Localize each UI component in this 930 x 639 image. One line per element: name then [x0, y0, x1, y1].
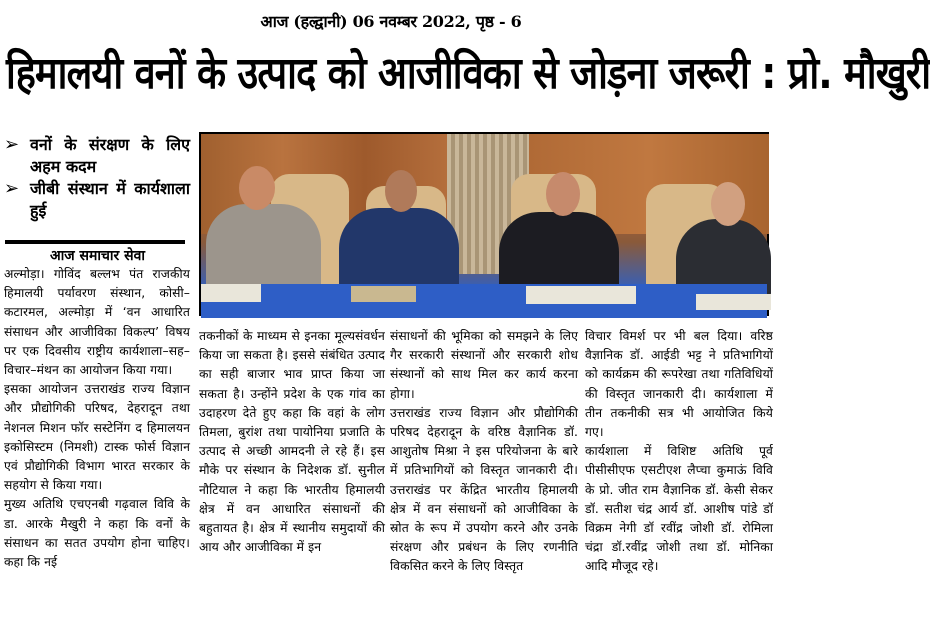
person: [339, 208, 459, 294]
paragraph: इसका आयोजन उत्तराखंड राज्य विज्ञान और प्रौद्योगिकी परिषद, देहरादून तथा नेशनल मिशन फॉर सस्टेनिंग द हिमालयन इकोसिस्टम (निमशी) टास्क फोर्स विज्ञान एवं प्रौद्योगिकी विभाग भारत सरकार के सहयोग से किया गया।: [4, 382, 190, 493]
highlight-item: [4, 134, 190, 178]
person-head: [546, 172, 580, 216]
arrow-bullet-icon: ➢: [4, 178, 20, 199]
person: [499, 212, 619, 294]
document: [696, 294, 771, 310]
paragraph: मुख्य अतिथि एचएनबी गढ़वाल विवि के डा. आरके मैखुरी ने कहा कि वनों के संसाधन का सतत उपयोग होना चाहिए। कहा कि नई: [4, 497, 190, 570]
arrow-bullet-icon: ➢: [4, 134, 20, 155]
headline: हिमालयी वनों के उत्पाद को आजीविका से जोड़ना जरूरी : प्रो. मौखुरी: [6, 48, 930, 99]
paragraph: संसाधनों की भूमिका को समझने के लिए गैर सरकारी संस्थानों और सरकारी शोध संस्थानों को साथ मिल कर कार्य करना होगा।: [390, 329, 578, 401]
person-head: [711, 182, 745, 226]
byline: आज समाचार सेवा: [49, 248, 146, 264]
article-column-4: [585, 327, 773, 577]
paragraph: उत्तराखंड राज्य विज्ञान और प्रौद्योगिकी परिषद देहरादून के वरिष्ठ वैज्ञानिक डॉ. आशुतोष मिश्रा ने इस परियोजना के बारे में प्रतिभागियों को विस्तृत जानकारी दी। उत्तराखंड पर केंद्रित भारतीय हिमालयी क्षेत्र में वन संसाधनों को आजीविका के स्रोत के रूप में उपयोग करने और उनके संरक्षण और प्रबंधन के लिए रणनीति विकसित करने के लिए विस्तृत: [390, 405, 578, 574]
paragraph: विचार विमर्श पर भी बल दिया। वरिष्ठ वैज्ञानिक डॉ. आईडी भट्ट ने प्रतिभागियों को कार्यक्रम की रूपरेखा तथा गतिविधियों की विस्तृत जानकारी दी। कार्यशाला में तीन तकनीकी सत्र भी आयोजित किये गए।: [585, 329, 773, 440]
highlight-text: जीबी संस्थान में कार्यशाला हुई: [30, 179, 190, 220]
person: [206, 204, 321, 294]
folder: [351, 286, 416, 302]
article-column-3: [390, 327, 578, 577]
document: [201, 284, 261, 302]
highlight-item: [4, 178, 190, 222]
paragraph: अल्मोड़ा। गोविंद बल्लभ पंत राजकीय हिमालयी पर्यावरण संस्थान, कोसी–कटारमल, अल्मोड़ा में ‘वन आधारित संसाधन और आजीविका विकल्प’ विषय पर एक दिवसीय राष्ट्रीय कार्यशाला–सह–विचार–मंथन का आयोजन किया गया।: [4, 267, 190, 378]
article-column-2: [199, 327, 385, 557]
paragraph: तकनीकों के माध्यम से इनका मूल्यसंवर्धन किया जा सकता है। इससे संबंधित उत्पाद का सही बाजार भाव प्राप्त किया जा सकता है। उन्होंने प्रदेश के एक गांव का उदाहरण देते हुए कहा कि वहां के लोग तिमला, बुरांश तथा पायोनिया प्रजाति के उत्पाद से अच्छी आमदनी ले रहे हैं। इस मौके पर संस्थान के निदेशक डॉ. सुनील नौटियाल ने कहा कि भारतीय हिमालयी क्षेत्र में वन आधारित संसाधनों की बहुतायत है। क्षेत्र में स्थानीय समुदायों की आय और आजीविका में इन: [199, 329, 385, 555]
conference-table: [201, 284, 767, 318]
highlights-box: [4, 134, 190, 222]
person-head: [239, 166, 275, 210]
paragraph: कार्यशाला में विशिष्ट अतिथि पूर्व पीसीसीएफ एसटीएश लैप्चा कुमाऊं विवि के प्रो. जीत राम वैज्ञानिक डॉ. केसी सेकर डॉ. सतीश चंद्र आर्य डॉ. आशीष पांडे डॉ विक्रम नेगी डॉ रवींद्र जोशी डॉ. रोमिला चंद्रा डॉ.रवींद्र जोशी तथा डॉ. मोनिका आदि मौजूद रहे।: [585, 444, 773, 574]
document: [526, 286, 636, 304]
person-head: [385, 170, 417, 212]
dateline: आज (हल्द्वानी) 06 नवम्बर 2022, पृष्ठ - 6: [260, 12, 522, 31]
news-photo: [199, 132, 769, 316]
article-column-1: [4, 265, 190, 572]
highlight-text: वनों के संरक्षण के लिए अहम कदम: [30, 135, 190, 176]
section-divider: [5, 240, 185, 244]
